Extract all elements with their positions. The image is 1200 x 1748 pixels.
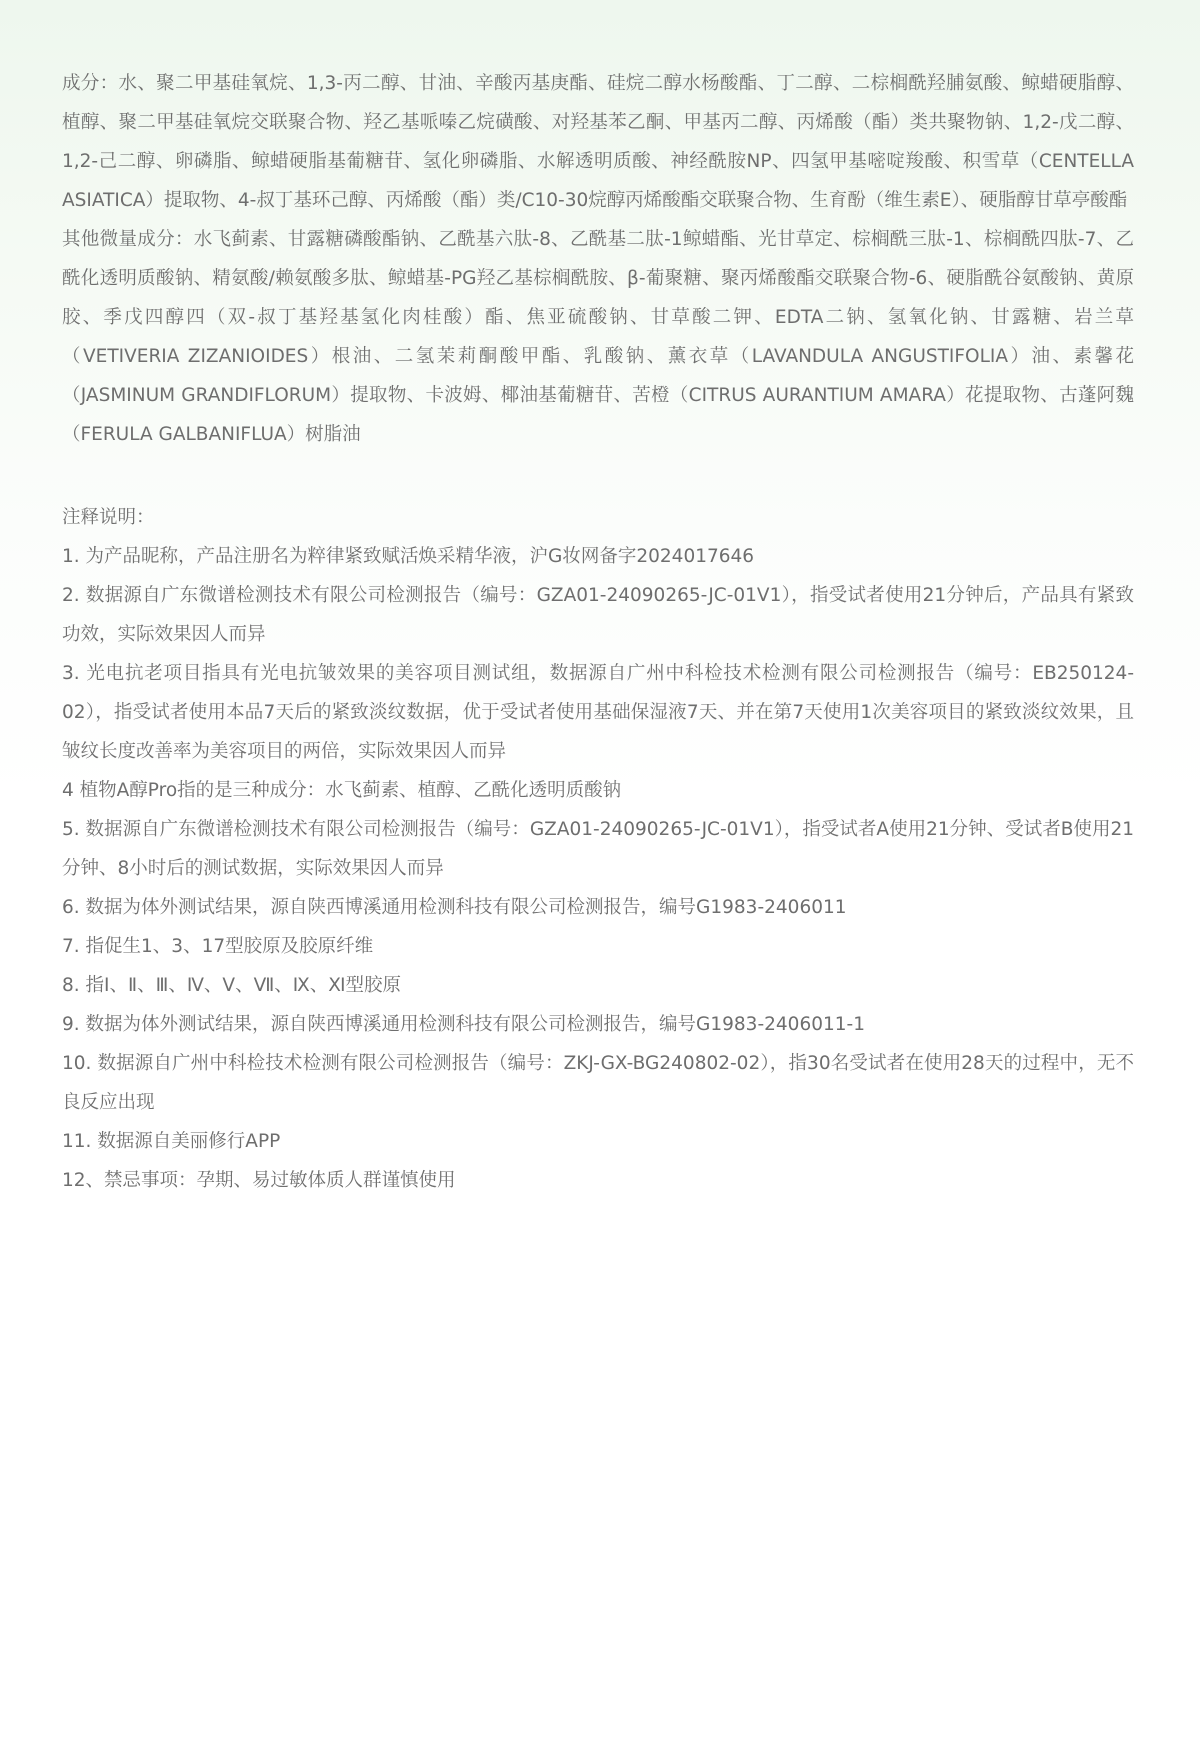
note-item-7: 7. 指促生1、3、17型胶原及胶原纤维 bbox=[62, 936, 374, 957]
note-item-2: 2. 数据源自广东微谱检测技术有限公司检测报告（编号：GZA01-24090265-JC-01V1），指受试者使用21分钟后，产品具有紧致功效，实际效果因人而异 bbox=[62, 585, 1134, 645]
content-body bbox=[62, 64, 1134, 1200]
ingredients-trace: 其他微量成分：水飞蓟素、甘露糖磷酸酯钠、乙酰基六肽-8、乙酰基二肽-1鲸蜡酯、光甘草定、棕榈酰三肽-1、棕榈酰四肽-7、乙酰化透明质酸钠、精氨酸/赖氨酸多肽、鲸蜡基-PG羟乙基棕榈酰胺、β-葡聚糖、聚丙烯酸酯交联聚合物-6、硬脂酰谷氨酸钠、黄原胶、季戊四醇四（双-叔丁基羟基氢化肉桂酸）酯、焦亚硫酸钠、甘草酸二钾、EDTA二钠、氢氧化钠、甘露糖、岩兰草（VETIVERIA ZIZANIOIDES）根油、二氢茉莉酮酸甲酯、乳酸钠、薰衣草（LAVANDULA ANGUSTIFOLIA）油、素馨花（JASMINUM GRANDIFLORUM）提取物、卡波姆、椰油基葡糖苷、苦橙（CITRUS AURANTIUM AMARA）花提取物、古蓬阿魏（FERULA GALBANIFLUA）树脂油 bbox=[62, 229, 1134, 445]
note-item-8: 8. 指Ⅰ、Ⅱ、Ⅲ、Ⅳ、Ⅴ、Ⅶ、Ⅸ、Ⅺ型胶原 bbox=[62, 975, 402, 996]
section-spacer bbox=[62, 454, 1134, 498]
note-item-1: 1. 为产品昵称，产品注册名为粹律紧致赋活焕采精华液，沪G妆网备字2024017646 bbox=[62, 546, 755, 567]
note-item-4: 4 植物A醇Pro指的是三种成分：水飞蓟素、植醇、乙酰化透明质酸钠 bbox=[62, 780, 622, 801]
note-item-12: 12、禁忌事项：孕期、易过敏体质人群谨慎使用 bbox=[62, 1170, 456, 1191]
note-item-6: 6. 数据为体外测试结果，源自陕西博溪通用检测科技有限公司检测报告，编号G1983-2406011 bbox=[62, 897, 847, 918]
note-item-3: 3. 光电抗老项目指具有光电抗皱效果的美容项目测试组，数据源自广州中科检技术检测有限公司检测报告（编号：EB250124-02），指受试者使用本品7天后的紧致淡纹数据，优于受试者使用基础保湿液7天、并在第7天使用1次美容项目的紧致淡纹效果，且皱纹长度改善率为美容项目的两倍，实际效果因人而异 bbox=[62, 663, 1134, 762]
note-item-11: 11. 数据源自美丽修行APP bbox=[62, 1131, 281, 1152]
note-item-9: 9. 数据为体外测试结果，源自陕西博溪通用检测科技有限公司检测报告，编号G1983-2406011-1 bbox=[62, 1014, 865, 1035]
note-item-5: 5. 数据源自广东微谱检测技术有限公司检测报告（编号：GZA01-24090265-JC-01V1），指受试者A使用21分钟、受试者B使用21分钟、8小时后的测试数据，实际效果因人而异 bbox=[62, 819, 1134, 879]
note-item-10: 10. 数据源自广州中科检技术检测有限公司检测报告（编号：ZKJ-GX-BG240802-02），指30名受试者在使用28天的过程中，无不良反应出现 bbox=[62, 1053, 1134, 1113]
ingredients-main: 成分：水、聚二甲基硅氧烷、1,3-丙二醇、甘油、辛酸丙基庚酯、硅烷二醇水杨酸酯、丁二醇、二棕榈酰羟脯氨酸、鲸蜡硬脂醇、植醇、聚二甲基硅氧烷交联聚合物、羟乙基哌嗪乙烷磺酸、对羟基苯乙酮、甲基丙二醇、丙烯酸（酯）类共聚物钠、1,2-戊二醇、1,2-己二醇、卵磷脂、鲸蜡硬脂基葡糖苷、氢化卵磷脂、水解透明质酸、神经酰胺NP、四氢甲基嘧啶羧酸、积雪草（CENTELLA ASIATICA）提取物、4-叔丁基环己醇、丙烯酸（酯）类/C10-30烷醇丙烯酸酯交联聚合物、生育酚（维生素E）、硬脂醇甘草亭酸酯 bbox=[62, 73, 1134, 211]
notes-title: 注释说明： bbox=[62, 507, 155, 528]
